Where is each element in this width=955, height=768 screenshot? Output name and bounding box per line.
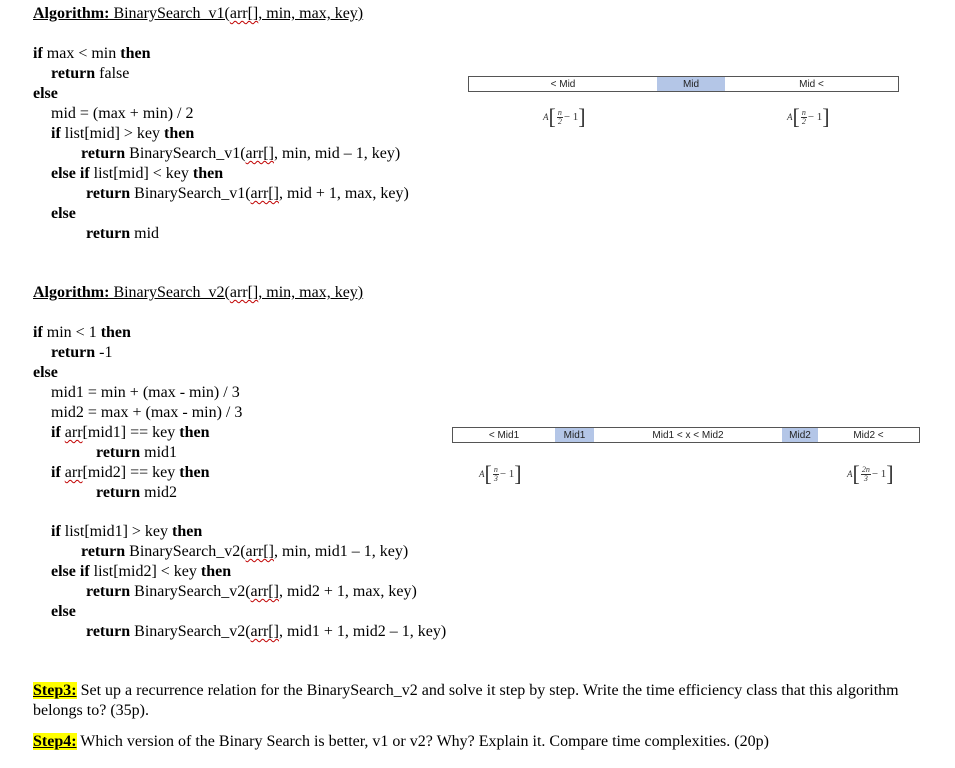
step4-paragraph — [33, 732, 913, 752]
diagram1-array-bar — [468, 76, 899, 92]
v2-line-return-middle: return BinarySearch_v2(arr[], mid1 + 1, mid2 – 1, key) — [86, 623, 447, 640]
v1-signature-name: BinarySearch_v1( — [109, 5, 230, 22]
diagram2-mid2-segment: Mid2 — [782, 428, 818, 442]
step3-text: Set up a recurrence relation for the BinarySearch_v2 and solve it step by step. Write the time efficiency class that this algorithm belongs to? (35p). — [33, 682, 899, 719]
v1-line-return-false: return false — [51, 65, 130, 82]
v2-line-return-mid1: return mid1 — [96, 444, 178, 461]
v1-signature-params: , min, max, key) — [258, 5, 364, 22]
v2-signature-name: BinarySearch_v2( — [109, 284, 230, 301]
v1-signature-arr: arr[] — [229, 5, 259, 22]
diagram2-middle-segment: Mid1 < x < Mid2 — [652, 429, 724, 441]
v2-line-else2: else — [51, 603, 76, 620]
v2-line-return-right: return BinarySearch_v2(arr[], mid2 + 1, max, key) — [86, 583, 417, 600]
v2-line-return-left: return BinarySearch_v2(arr[], min, mid1 – 1, key) — [81, 543, 409, 560]
step4-text: Which version of the Binary Search is better, v1 or v2? Why? Explain it. Compare time complexities. (20p) — [76, 733, 769, 750]
diagram2-mid1-segment: Mid1 — [555, 428, 594, 442]
diagram2-left-formula: A [ $\frac{n}{3}$ − 1 ] — [479, 461, 522, 486]
v2-line-if-mid1: if arr[mid1] == key then — [51, 424, 210, 441]
v2-line-return-neg: return -1 — [51, 344, 113, 361]
v1-algorithm-label: Algorithm: — [33, 5, 110, 22]
step3-paragraph — [33, 681, 913, 721]
diagram1-right-segment: Mid < — [799, 78, 824, 90]
diagram2-right-formula: A [ $\frac{2n}{3}$ − 1 ] — [847, 461, 894, 486]
v2-signature-params: , min, max, key) — [258, 284, 364, 301]
v2-line-if-gt: if list[mid1] > key then — [51, 523, 203, 540]
v1-line-else: else — [33, 85, 58, 102]
v2-line-if: if min < 1 then — [33, 324, 131, 341]
v2-line-if-mid2: if arr[mid2] == key then — [51, 464, 210, 481]
v1-signature — [33, 4, 363, 24]
diagram1-left-formula: A [ $\frac{n}{2}$ − 1 ] — [543, 104, 586, 129]
v2-line-mid2: mid2 = max + (max - min) / 3 — [51, 404, 243, 421]
v1-line-return-left: return BinarySearch_v1(arr[], min, mid – 1, key) — [81, 145, 401, 162]
v2-line-else: else — [33, 364, 58, 381]
step4-label: Step4: — [33, 733, 77, 750]
v2-line-elseif: else if list[mid2] < key then — [51, 563, 232, 580]
v1-line-return-mid: return mid — [86, 225, 160, 242]
step3-label: Step3: — [33, 682, 77, 699]
v1-line-mid: mid = (max + min) / 2 — [51, 105, 194, 122]
diagram2-right-segment: Mid2 < — [853, 429, 884, 441]
v1-line-if: if max < min then — [33, 45, 151, 62]
v1-line-return-right: return BinarySearch_v1(arr[], mid + 1, max, key) — [86, 185, 409, 202]
v2-line-mid1: mid1 = min + (max - min) / 3 — [51, 384, 240, 401]
diagram2-array-bar — [452, 427, 920, 443]
diagram1-right-formula: A [ $\frac{n}{2}$ − 1 ] — [787, 104, 830, 129]
diagram2-left-segment: < Mid1 — [488, 429, 520, 441]
diagram1-mid-segment: Mid — [657, 77, 725, 91]
v2-algorithm-label: Algorithm: — [33, 284, 110, 301]
v1-line-else2: else — [51, 205, 76, 222]
v2-signature — [33, 283, 363, 303]
diagram1-left-segment: < Mid — [550, 78, 576, 90]
v2-line-return-mid2: return mid2 — [96, 484, 178, 501]
v2-signature-arr: arr[] — [229, 284, 259, 301]
v1-line-elseif: else if list[mid] < key then — [51, 165, 224, 182]
v1-line-if-gt: if list[mid] > key then — [51, 125, 195, 142]
